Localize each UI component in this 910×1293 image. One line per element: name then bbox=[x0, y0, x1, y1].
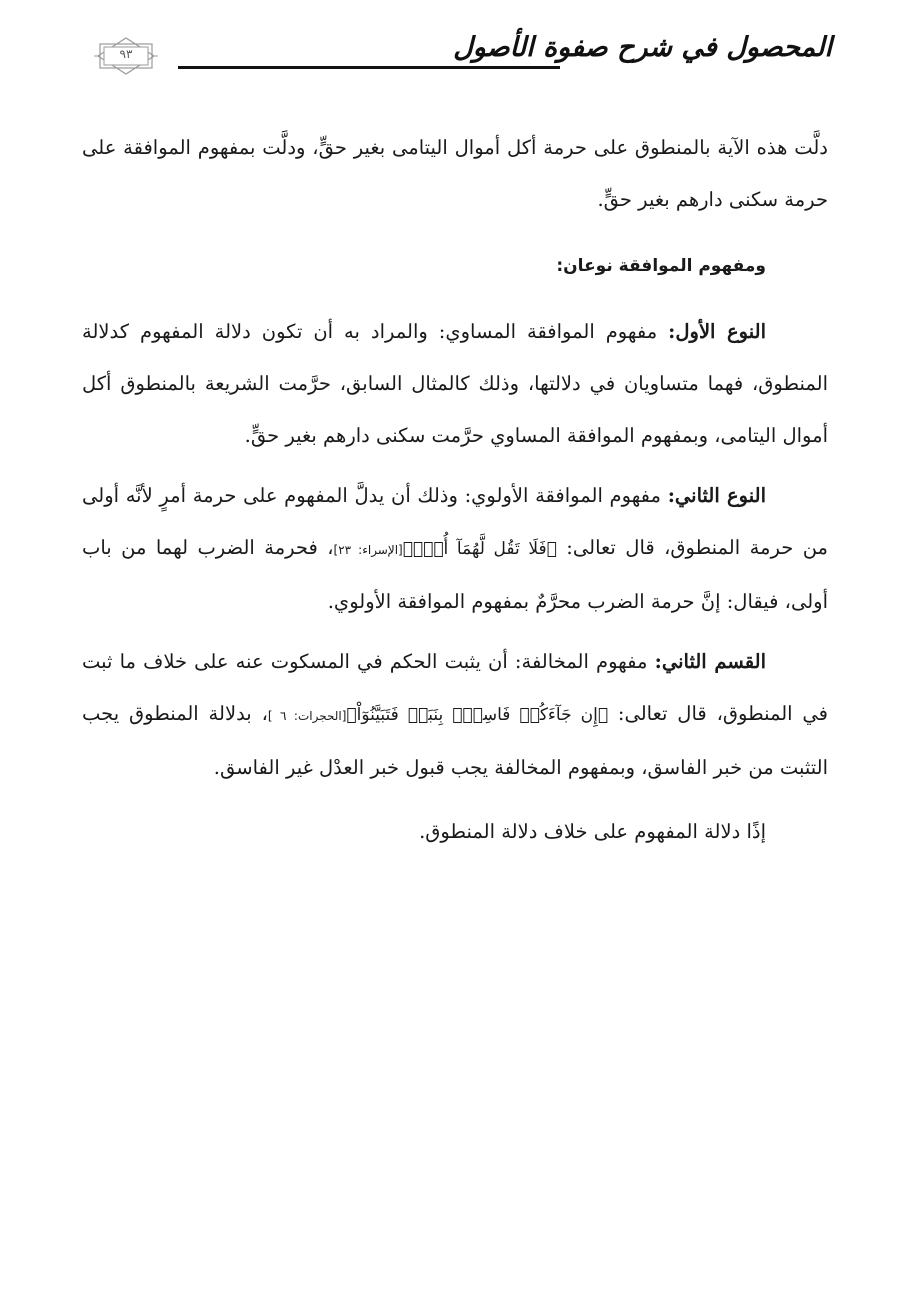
paragraph-second-type bbox=[82, 470, 828, 628]
verse-reference-hujurat: [الحجرات: ٦ ] bbox=[267, 709, 347, 723]
page-header bbox=[0, 28, 910, 98]
section-heading: ومفهوم الموافقة نوعان: bbox=[556, 256, 766, 276]
paragraph-intro: دلَّت هذه الآية بالمنطوق على حرمة أكل أموال اليتامى بغير حقٍّ، ودلَّت بمفهوم الموافقة على حرمة سكنى دارهم بغير حقٍّ. bbox=[82, 136, 828, 211]
verse-reference-isra: [الإسراء: ٢٣] bbox=[333, 543, 403, 557]
second-type-label: النوع الثاني: bbox=[667, 484, 766, 507]
book-title: المحصول في شرح صفوة الأصول bbox=[453, 32, 832, 63]
paragraph-second-section bbox=[82, 636, 828, 794]
page-number: ٩٣ bbox=[119, 47, 133, 61]
first-type-text: مفهوم الموافقة المساوي: والمراد به أن تكون دلالة المفهوم كدلالة المنطوق، فهما متساويان في دلالتها، وذلك كالمثال السابق، حرَّمت الشريعة بالمنطوق أكل أموال اليتامى، وبمفهوم الموافقة المساوي حرَّمت سكنى دارهم بغير حقٍّ. bbox=[82, 320, 828, 447]
second-type-text-b: ، فحرمة الضرب لهما من باب أولى، فيقال: إنَّ حرمة الضرب محرَّمٌ بمفهوم الموافقة الأولوي. bbox=[82, 536, 828, 613]
second-section-text-a: مفهوم المخالفة: أن يثبت الحكم في المسكوت عنه على خلاف ما ثبت في المنطوق، قال تعالى: bbox=[82, 650, 828, 725]
first-type-label: النوع الأول: bbox=[668, 320, 766, 343]
quran-verse-isra: ﴿فَلَا تَقُل لَّهُمَآ أُفّٖ﴾ bbox=[402, 539, 557, 559]
header-rule bbox=[178, 66, 560, 69]
page-number-badge bbox=[94, 36, 158, 76]
paragraph-conclusion: إذًا دلالة المفهوم على خلاف دلالة المنطوق. bbox=[419, 820, 766, 843]
second-type-text-a: مفهوم الموافقة الأولوي: وذلك أن يدلَّ المفهوم على حرمة أمرٍ لأنَّه أولى من حرمة المنطوق، قال تعالى: bbox=[82, 484, 828, 559]
second-section-label: القسم الثاني: bbox=[654, 650, 767, 673]
quran-verse-hujurat: ﴿إِن جَآءَكُمۡ فَاسِقُۢ بِنَبَإٖ فَتَبَيَّنُوٓاْ﴾ bbox=[346, 705, 609, 725]
second-section-text-b: ، بدلالة المنطوق يجب التثبت من خبر الفاسق، وبمفهوم المخالفة يجب قبول خبر العدْل غير الفاسق. bbox=[82, 702, 828, 779]
paragraph-first-type bbox=[82, 306, 828, 462]
page-body bbox=[82, 122, 828, 858]
